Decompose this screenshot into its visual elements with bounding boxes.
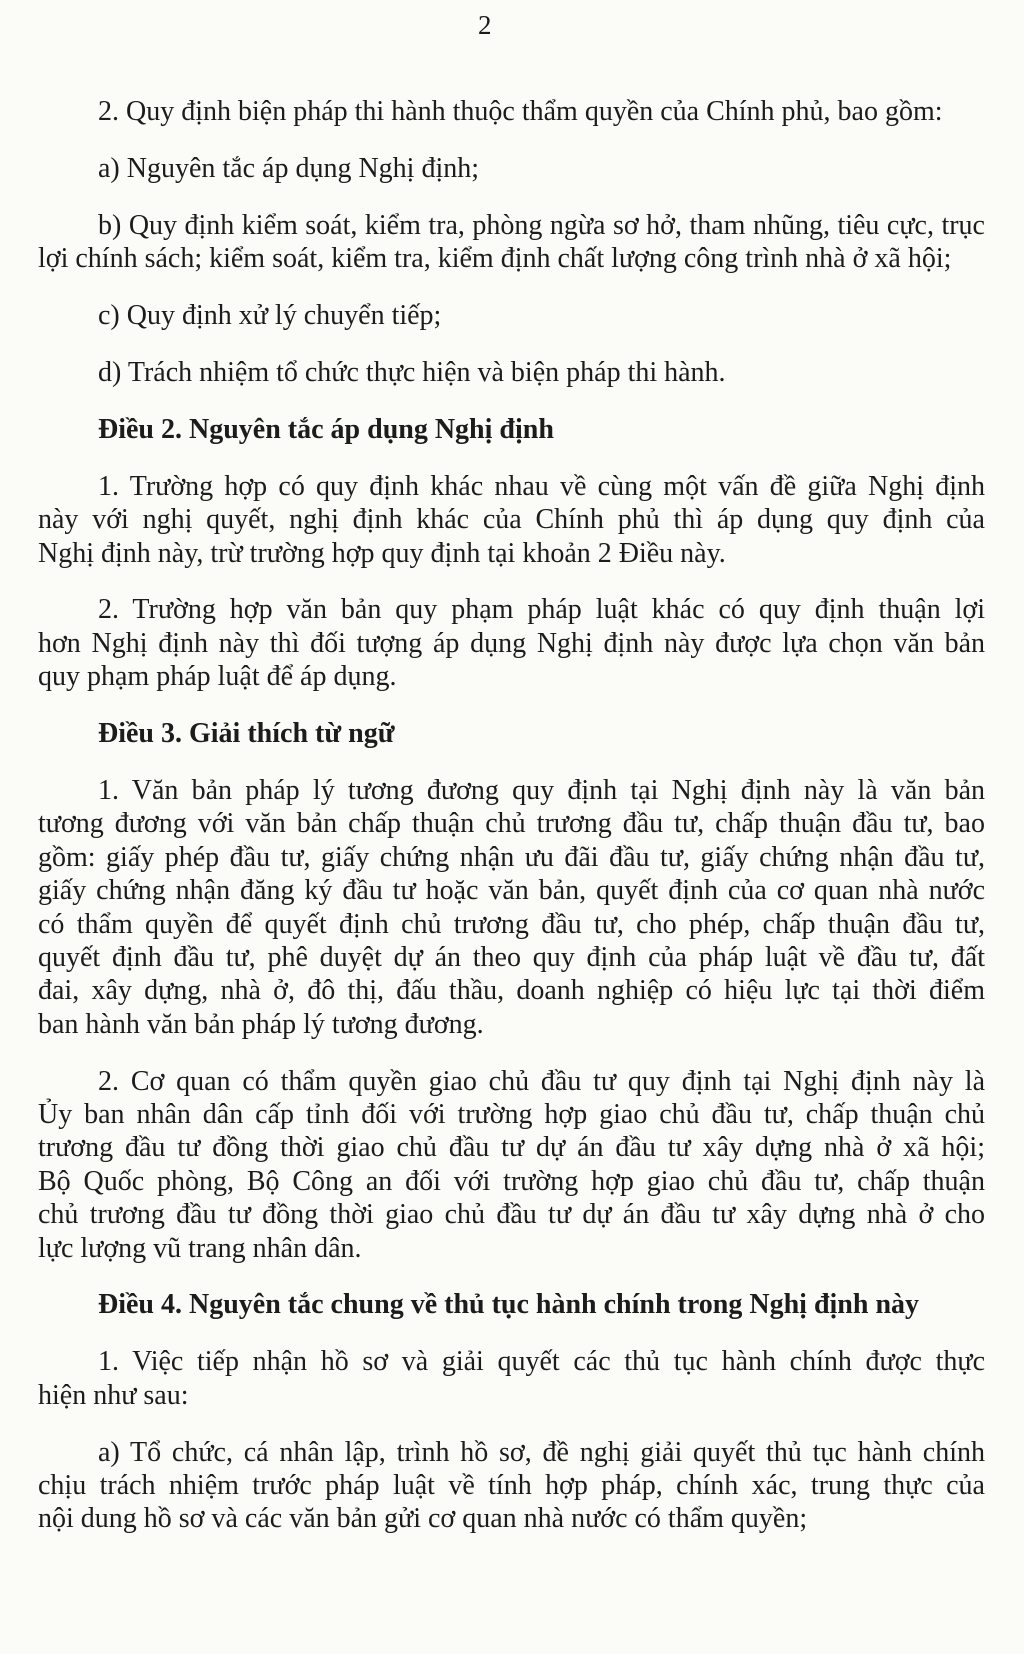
- text-line: [38, 242, 985, 275]
- line-text: d) Trách nhiệm tổ chức thực hiện và biện pháp thi hành.: [98, 356, 726, 388]
- text-line: [38, 356, 985, 389]
- paragraph: [38, 299, 985, 332]
- line-text: chịu trách nhiệm trước pháp luật về tính hợp pháp, chính xác, trung thực của: [38, 1470, 985, 1501]
- text-line: [38, 874, 985, 907]
- line-text: tương đương với văn bản chấp thuận chủ trương đầu tư, chấp thuận đầu tư, bao: [38, 808, 985, 840]
- line-text: gồm: giấy phép đầu tư, giấy chứng nhận ưu đãi đầu tư, giấy chứng nhận đầu tư,: [38, 841, 985, 873]
- text-line: [38, 774, 985, 807]
- paragraph: [38, 152, 985, 185]
- line-text: 1. Trường hợp có quy định khác nhau về cùng một vấn đề giữa Nghị định: [98, 470, 985, 502]
- paragraph: [38, 209, 985, 276]
- article-heading: [38, 413, 985, 446]
- paragraph: [38, 470, 985, 570]
- text-line: [38, 1098, 985, 1131]
- line-text: hơn Nghị định này thì đối tượng áp dụng Nghị định này được lựa chọn văn bản: [38, 627, 985, 659]
- line-text: lợi chính sách; kiểm soát, kiểm tra, kiểm định chất lượng công trình nhà ở xã hội;: [38, 243, 952, 275]
- line-text: giấy chứng nhận đăng ký đầu tư hoặc văn bản, quyết định của cơ quan nhà nước: [38, 875, 985, 907]
- text-line: [38, 908, 985, 941]
- text-line: [38, 537, 985, 570]
- line-text: có thẩm quyền để quyết định chủ trương đầu tư, cho phép, chấp thuận đầu tư,: [38, 908, 985, 940]
- line-text: hiện như sau:: [38, 1379, 189, 1411]
- line-text: ban hành văn bản pháp lý tương đương.: [38, 1008, 484, 1040]
- text-line: [38, 593, 985, 626]
- text-line: [38, 1469, 985, 1502]
- text-line: [38, 660, 985, 693]
- text-line: [38, 1165, 985, 1198]
- text-line: [38, 1436, 985, 1469]
- paragraph: [38, 95, 985, 128]
- line-text: Bộ Quốc phòng, Bộ Công an đối với trường hợp giao chủ đầu tư, chấp thuận: [38, 1165, 985, 1197]
- text-line: [38, 152, 985, 185]
- line-text: chủ trương đầu tư đồng thời giao chủ đầu tư dự án đầu tư xây dựng nhà ở cho: [38, 1199, 985, 1231]
- text-line: [38, 1379, 985, 1412]
- paragraph: [38, 593, 985, 693]
- paragraph: [38, 1345, 985, 1412]
- paragraph: [38, 1436, 985, 1536]
- line-text: 1. Văn bản pháp lý tương đương quy định tại Nghị định này là văn bản: [98, 774, 985, 806]
- text-line: [38, 1345, 985, 1378]
- line-text: lực lượng vũ trang nhân dân.: [38, 1232, 362, 1264]
- line-text: a) Nguyên tắc áp dụng Nghị định;: [98, 152, 480, 184]
- text-line: [38, 503, 985, 536]
- line-text: trương đầu tư đồng thời giao chủ đầu tư dự án đầu tư xây dựng nhà ở xã hội;: [38, 1132, 985, 1164]
- text-line: [38, 941, 985, 974]
- line-text: nội dung hồ sơ và các văn bản gửi cơ quan nhà nước có thẩm quyền;: [38, 1503, 808, 1535]
- paragraph: [38, 774, 985, 1041]
- page-number: 2: [478, 10, 492, 40]
- text-line: [38, 1288, 985, 1321]
- document-body: [38, 95, 985, 1559]
- text-line: [38, 717, 985, 750]
- text-line: [38, 470, 985, 503]
- text-line: [38, 209, 985, 242]
- article-heading: [38, 717, 985, 750]
- line-text: 2. Cơ quan có thẩm quyền giao chủ đầu tư quy định tại Nghị định này là: [98, 1065, 985, 1097]
- text-line: [38, 1131, 985, 1164]
- text-line: [38, 413, 985, 446]
- text-line: [38, 807, 985, 840]
- text-line: [38, 1198, 985, 1231]
- line-text: quy phạm pháp luật để áp dụng.: [38, 661, 397, 693]
- heading-text: Điều 2. Nguyên tắc áp dụng Nghị định: [98, 413, 554, 445]
- line-text: 2. Quy định biện pháp thi hành thuộc thẩm quyền của Chính phủ, bao gồm:: [98, 96, 943, 127]
- line-text: đai, xây dựng, nhà ở, đô thị, đấu thầu, doanh nghiệp có hiệu lực tại thời điểm: [38, 975, 985, 1007]
- line-text: 2. Trường hợp văn bản quy phạm pháp luật khác có quy định thuận lợi: [98, 594, 985, 626]
- text-line: [38, 841, 985, 874]
- line-text: này với nghị quyết, nghị định khác của Chính phủ thì áp dụng quy định của: [38, 504, 985, 536]
- line-text: a) Tổ chức, cá nhân lập, trình hồ sơ, đề nghị giải quyết thủ tục hành chính: [98, 1436, 985, 1468]
- paragraph: [38, 1065, 985, 1265]
- heading-text: Điều 4. Nguyên tắc chung về thủ tục hành chính trong Nghị định này: [98, 1289, 920, 1321]
- text-line: [38, 1008, 985, 1041]
- line-text: c) Quy định xử lý chuyển tiếp;: [98, 300, 442, 332]
- text-line: [38, 627, 985, 660]
- line-text: quyết định đầu tư, phê duyệt dự án theo quy định của pháp luật về đầu tư, đất: [38, 941, 985, 973]
- line-text: b) Quy định kiểm soát, kiểm tra, phòng ngừa sơ hở, tham nhũng, tiêu cực, trục: [98, 209, 985, 241]
- text-line: [38, 1065, 985, 1098]
- text-line: [38, 299, 985, 332]
- paragraph: [38, 356, 985, 389]
- line-text: 1. Việc tiếp nhận hồ sơ và giải quyết các thủ tục hành chính được thực: [98, 1346, 985, 1378]
- line-text: Ủy ban nhân dân cấp tỉnh đối với trường hợp giao chủ đầu tư, chấp thuận chủ: [38, 1098, 985, 1130]
- text-line: [38, 1502, 985, 1535]
- text-line: [38, 1232, 985, 1265]
- article-heading: [38, 1288, 985, 1321]
- heading-text: Điều 3. Giải thích từ ngữ: [98, 718, 395, 750]
- line-text: Nghị định này, trừ trường hợp quy định tại khoản 2 Điều này.: [38, 537, 726, 569]
- text-line: [38, 974, 985, 1007]
- text-line: [38, 95, 985, 128]
